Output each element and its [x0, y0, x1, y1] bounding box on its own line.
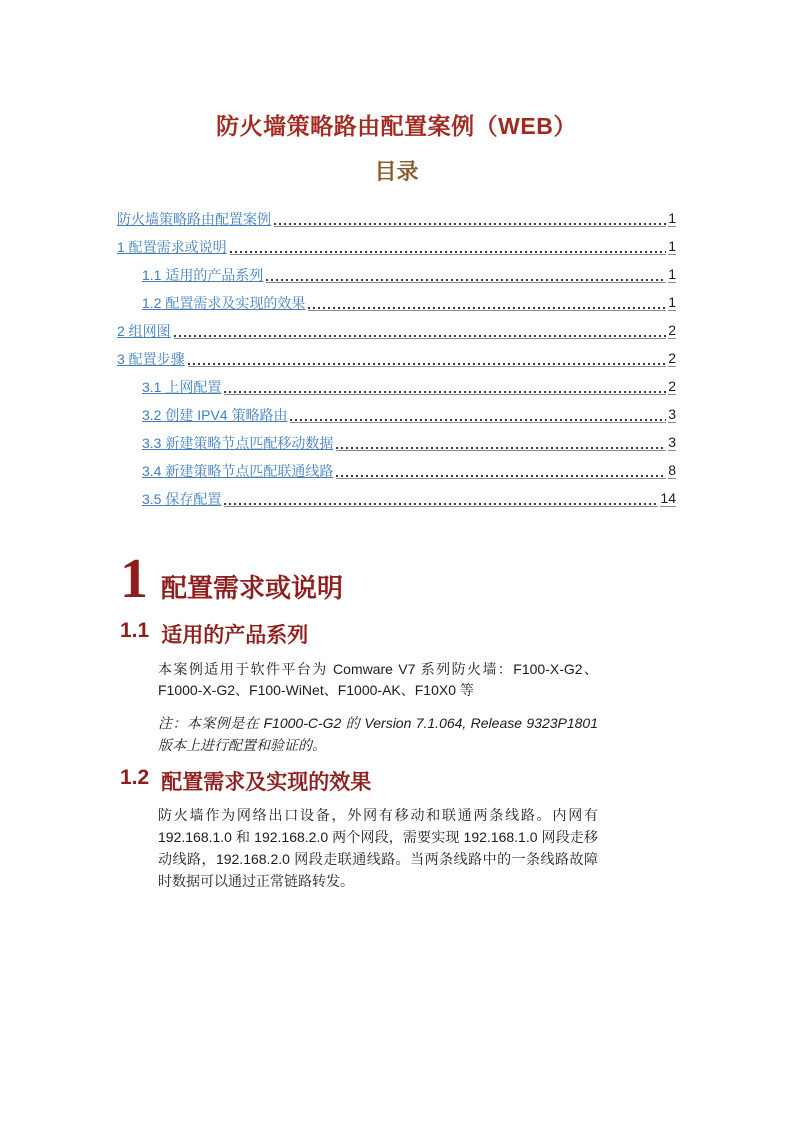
toc-entry-label: 1.1 适用的产品系列: [142, 267, 264, 283]
toc-page-number: 3: [668, 406, 676, 422]
toc-entry[interactable]: [117, 430, 676, 458]
toc-entry-label: 3.5 保存配置: [142, 491, 222, 507]
toc-entry-label: 3.1 上网配置: [142, 379, 222, 395]
toc-page-number: 3: [668, 434, 676, 450]
toc-entry-label: 2 组网图: [117, 323, 171, 339]
toc-leader-dots: [274, 223, 666, 227]
toc-entry[interactable]: [117, 486, 676, 514]
toc-leader-dots: [308, 307, 666, 311]
toc-page-number: 2: [668, 350, 676, 366]
toc-entry-label: 3.3 新建策略节点匹配移动数据: [142, 435, 334, 451]
section-1-number: 1: [120, 548, 148, 610]
toc-leader-dots: [290, 419, 666, 423]
toc-entry[interactable]: [117, 234, 676, 262]
toc-leader-dots: [336, 447, 666, 451]
toc-leader-dots: [266, 279, 666, 283]
heading-1-1-title: 适用的产品系列: [161, 624, 309, 647]
toc-page-number: 8: [668, 462, 676, 478]
section-1-heading: [120, 548, 344, 610]
toc-page-number: 1: [668, 294, 676, 310]
toc-page-number: 14: [660, 490, 676, 506]
toc-entry[interactable]: [117, 318, 676, 346]
toc-entry[interactable]: [117, 206, 676, 234]
toc-page-number: 1: [668, 266, 676, 282]
toc-entry-label: 1 配置需求或说明: [117, 239, 227, 255]
toc-entry-label: 1.2 配置需求及实现的效果: [142, 295, 306, 311]
toc-page-number: 1: [668, 210, 676, 226]
toc-leader-dots: [188, 363, 667, 367]
toc-entry[interactable]: [117, 374, 676, 402]
toc-entry-label: 3.2 创建 IPV4 策略路由: [142, 407, 288, 423]
heading-1-1-number: 1.1: [120, 619, 150, 642]
toc-leader-dots: [336, 475, 666, 479]
toc-entry[interactable]: [117, 262, 676, 290]
document-title: 防火墙策略路由配置案例（WEB）: [216, 113, 577, 139]
toc-leader-dots: [174, 335, 667, 339]
toc-leader-dots: [224, 503, 658, 507]
toc-page-number: 2: [668, 378, 676, 394]
heading-1-2-title: 配置需求及实现的效果: [161, 771, 372, 794]
toc-page-number: 2: [668, 322, 676, 338]
heading-1-2-number: 1.2: [120, 766, 150, 789]
toc-heading: 目录: [374, 159, 419, 184]
paragraph-requirements: 防火墙作为网络出口设备，外网有移动和联通两条线路。内网有 192.168.1.0 和 192.168.2.0 两个网段，需要实现 192.168.1.0 网段走移动线路，192.168.2.0 网段走联通线路。当两条线路中的一条线路故障时数据可以通过正常链路转发。: [158, 807, 598, 889]
heading-1-2: [120, 766, 371, 796]
table-of-contents: [117, 206, 676, 514]
toc-entry[interactable]: [117, 458, 676, 486]
toc-entry-label: 3.4 新建策略节点匹配联通线路: [142, 463, 334, 479]
toc-entry-label: 防火墙策略路由配置案例: [117, 211, 271, 227]
section-1-title: 配置需求或说明: [161, 573, 344, 603]
toc-entry[interactable]: [117, 402, 676, 430]
toc-leader-dots: [230, 251, 667, 255]
paragraph-applicable-products: 本案例适用于软件平台为 Comware V7 系列防火墙：F100-X-G2、F1000-X-G2、F100-WiNet、F1000-AK、F10X0 等: [158, 661, 598, 698]
toc-page-number: 1: [668, 238, 676, 254]
paragraph-version-note: 注：本案例是在 F1000-C-G2 的 Version 7.1.064, Release 9323P1801 版本上进行配置和验证的。: [158, 715, 598, 753]
heading-1-1: [120, 619, 308, 649]
toc-entry[interactable]: [117, 346, 676, 374]
toc-leader-dots: [224, 391, 666, 395]
toc-entry[interactable]: [117, 290, 676, 318]
toc-entry-label: 3 配置步骤: [117, 351, 185, 367]
